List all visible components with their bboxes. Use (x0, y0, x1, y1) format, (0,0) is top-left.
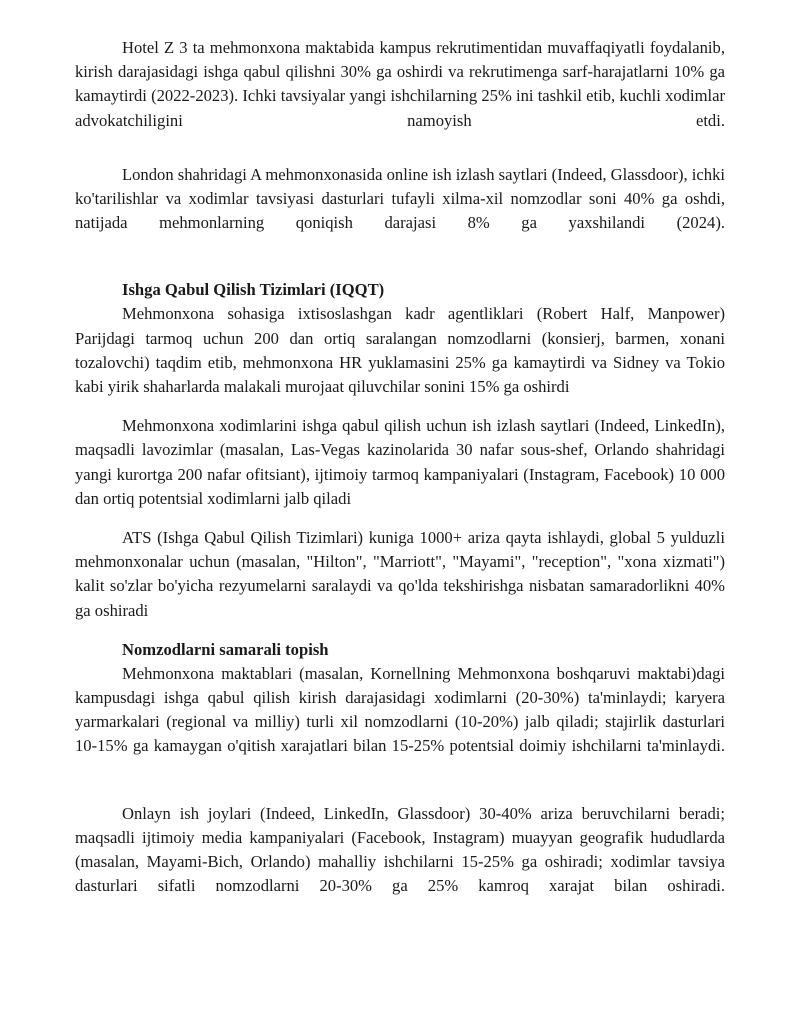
paragraph-hotel-schools: Mehmonxona maktablari (masalan, Kornellning Mehmonxona boshqaruvi maktabi)dagi kampusdagi ishga qabul qilish kirish darajasidagi xodimlarni (20-30%) ta'minlaydi; karyera yarmarkalari (regional va milliy) turli xil nomzodlarni (10-20%) jalb qiladi; stajirlik dasturlari 10-15% ga kamaygan o'qitish xarajatlari bilan 15-25% potentsial doimiy ishchilarni ta'minlaydi. (75, 663, 725, 756)
paragraph-london-hotel: London shahridagi A mehmonxonasida online ish izlash saytlari (Indeed, Glassdoor), ichki ko'tarilishlar va xodimlar tavsiyasi dasturlari tufayli xilma-xil nomzodlar soni 40% ga oshdi, natijada mehmonlarning qoniqish darajasi 8% ga yaxshilandi (2024). (75, 164, 725, 233)
section-heading-candidates: Nomzodlarni samarali topish (122, 639, 329, 659)
paragraph-agencies: Mehmonxona sohasiga ixtisoslashgan kadr agentliklari (Robert Half, Manpower) Parijdagi tarmoq uchun 200 dan ortiq saralangan nomzodlarni (konsierj, barmen, xonani tozalovchi) taqdim etib, mehmonxona HR yuklamasini 25% ga kamaytirdi va Sidney va Tokio kabi yirik shaharlarda malakali murojaat qiluvchilar sonini 15% ga oshirdi (75, 304, 725, 397)
paragraph-job-sites: Mehmonxona xodimlarini ishga qabul qilish uchun ish izlash saytlari (Indeed, LinkedIn), maqsadli lavozimlar (masalan, Las-Vegas kazinolarida 30 nafar sous-shef, Orlando shahridagi yangi kurortga 200 nafar ofitsiant), ijtimoiy tarmoq kampaniyalari (Instagram, Facebook) 10 000 dan ortiq potentsial xodimlarni jalb qiladi (75, 416, 725, 508)
paragraph-hotel-z: Hotel Z 3 ta mehmonxona maktabida kampus rekrutimentidan muvaffaqiyatli foydalanib, kirish darajasidagi ishga qabul qilishni 30% ga oshirdi va rekrutimenga sarf-harajatlarni 10% ga kamaytirdi (2022-2023). Ichki tavsiyalar yangi ishchilarning 25% ini tashkil etib, kuchli xodimlar advokatchiligini namoyish etdi. (75, 38, 725, 130)
section-heading-iqqt: Ishga Qabul Qilish Tizimlari (IQQT) (122, 280, 385, 300)
document-page (75, 36, 725, 898)
paragraph-online-jobs: Onlayn ish joylari (Indeed, LinkedIn, Glassdoor) 30-40% ariza beruvchilarni beradi; maqsadli ijtimoiy media kampaniyalari (Facebook, Instagram) muayyan geografik hududlarda (masalan, Mayami-Bich, Orlando) mahalliy ishchilarni 15-25% ga oshiradi; xodimlar tavsiya dasturlari sifatli nomzodlarni 20-30% ga 25% kamroq xarajat bilan oshiradi. (75, 803, 725, 896)
paragraph-ats: ATS (Ishga Qabul Qilish Tizimlari) kuniga 1000+ ariza qayta ishlaydi, global 5 yulduzli mehmonxonalar uchun (masalan, "Hilton", "Marriott", "Mayami", "reception", "xona xizmati") kalit so'zlar bo'yicha rezyumelarni saralaydi va qo'lda tekshirishga nisbatan samaradorlikni 40% ga oshiradi (75, 528, 725, 620)
